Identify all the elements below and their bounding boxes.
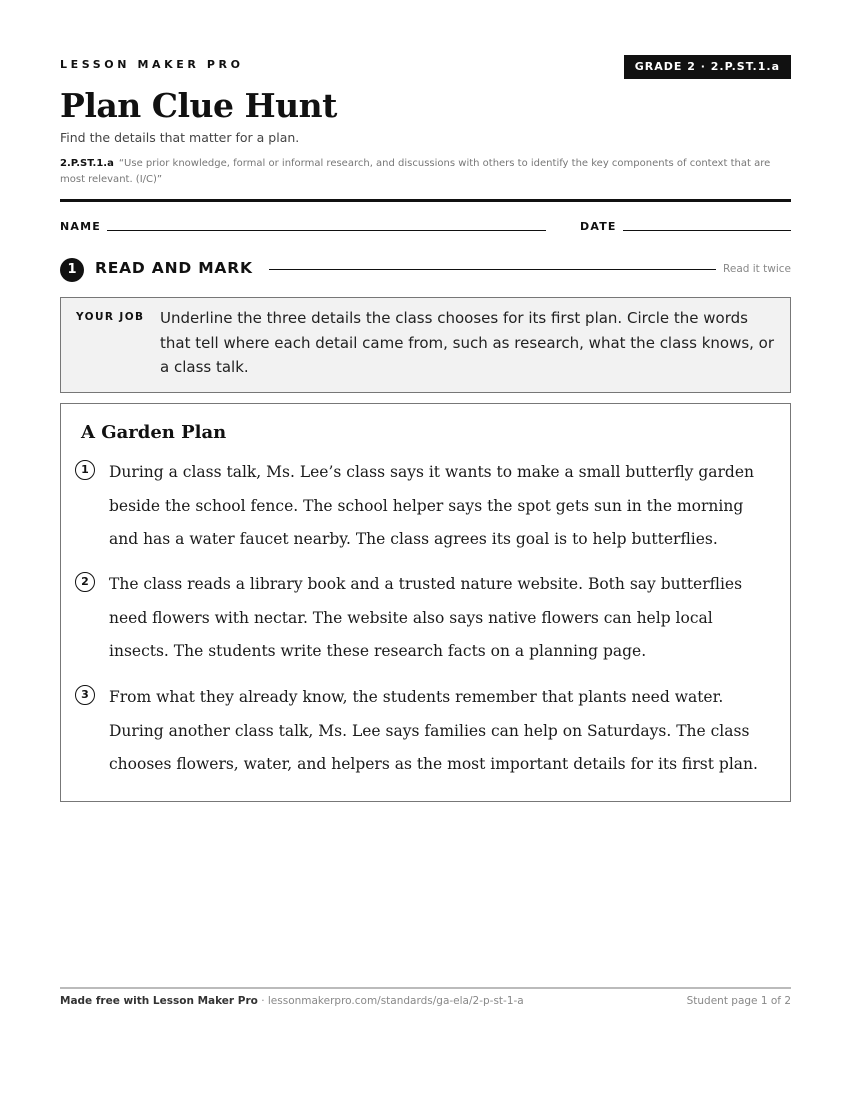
- standard-text: “Use prior knowledge, formal or informal research, and discussions with others to identify the key components of context that are most relevant. (I/C)”: [60, 158, 771, 185]
- your-job-box: [60, 297, 791, 393]
- standard-code: 2.P.ST.1.a: [60, 158, 114, 169]
- story-box: [60, 403, 791, 802]
- paragraph-text: The class reads a library book and a trusted nature website. Both say butterflies need flowers with nectar. The website also says native flowers can help local insects. The students write these research facts on a planning page.: [109, 575, 743, 660]
- paragraph-text: From what they already know, the students remember that plants need water. During another class talk, Ms. Lee says families can help on Saturdays. The class chooses flowers, water, and helpers as the most important details for its first plan.: [109, 688, 758, 773]
- page-subtitle: Find the details that matter for a plan.: [60, 130, 300, 145]
- paragraph-text: During a class talk, Ms. Lee’s class says it wants to make a small butterfly garden beside the school fence. The school helper says the spot gets sun in the morning and has a water faucet nearby. The class agrees its goal is to help butterflies.: [109, 463, 754, 548]
- story-title: A Garden Plan: [81, 422, 227, 443]
- section-title: READ AND MARK: [95, 259, 253, 277]
- date-field[interactable]: [623, 230, 791, 231]
- footer-divider: [60, 987, 791, 989]
- grade-standard-badge: GRADE 2 · 2.P.ST.1.a: [624, 55, 791, 79]
- name-label: NAME: [60, 220, 101, 233]
- section-number: 1: [60, 258, 84, 282]
- section-hint: Read it twice: [723, 263, 791, 275]
- page-title: Plan Clue Hunt: [60, 86, 337, 125]
- date-label: DATE: [580, 220, 617, 233]
- paragraph-number: 1: [75, 460, 95, 480]
- worksheet-page: [60, 0, 791, 1100]
- your-job-text: Underline the three details the class chooses for its first plan. Circle the words that tell where each detail came from, such as research, what the class knows, or a class talk.: [160, 309, 775, 376]
- brand-name: LESSON MAKER PRO: [60, 58, 244, 71]
- footer-page-number: Student page 1 of 2: [686, 995, 791, 1007]
- your-job-label: YOUR JOB: [76, 311, 145, 323]
- standard-description: [60, 156, 780, 188]
- paragraph-number: 3: [75, 685, 95, 705]
- header-divider: [60, 199, 791, 202]
- footer-made-with: Made free with Lesson Maker Pro: [60, 995, 258, 1007]
- section-divider: [269, 269, 716, 270]
- paragraph-number: 2: [75, 572, 95, 592]
- footer-credit: [60, 995, 524, 1007]
- name-field[interactable]: [107, 230, 546, 231]
- footer-url[interactable]: · lessonmakerpro.com/standards/ga-ela/2-p-st-1-a: [257, 995, 524, 1007]
